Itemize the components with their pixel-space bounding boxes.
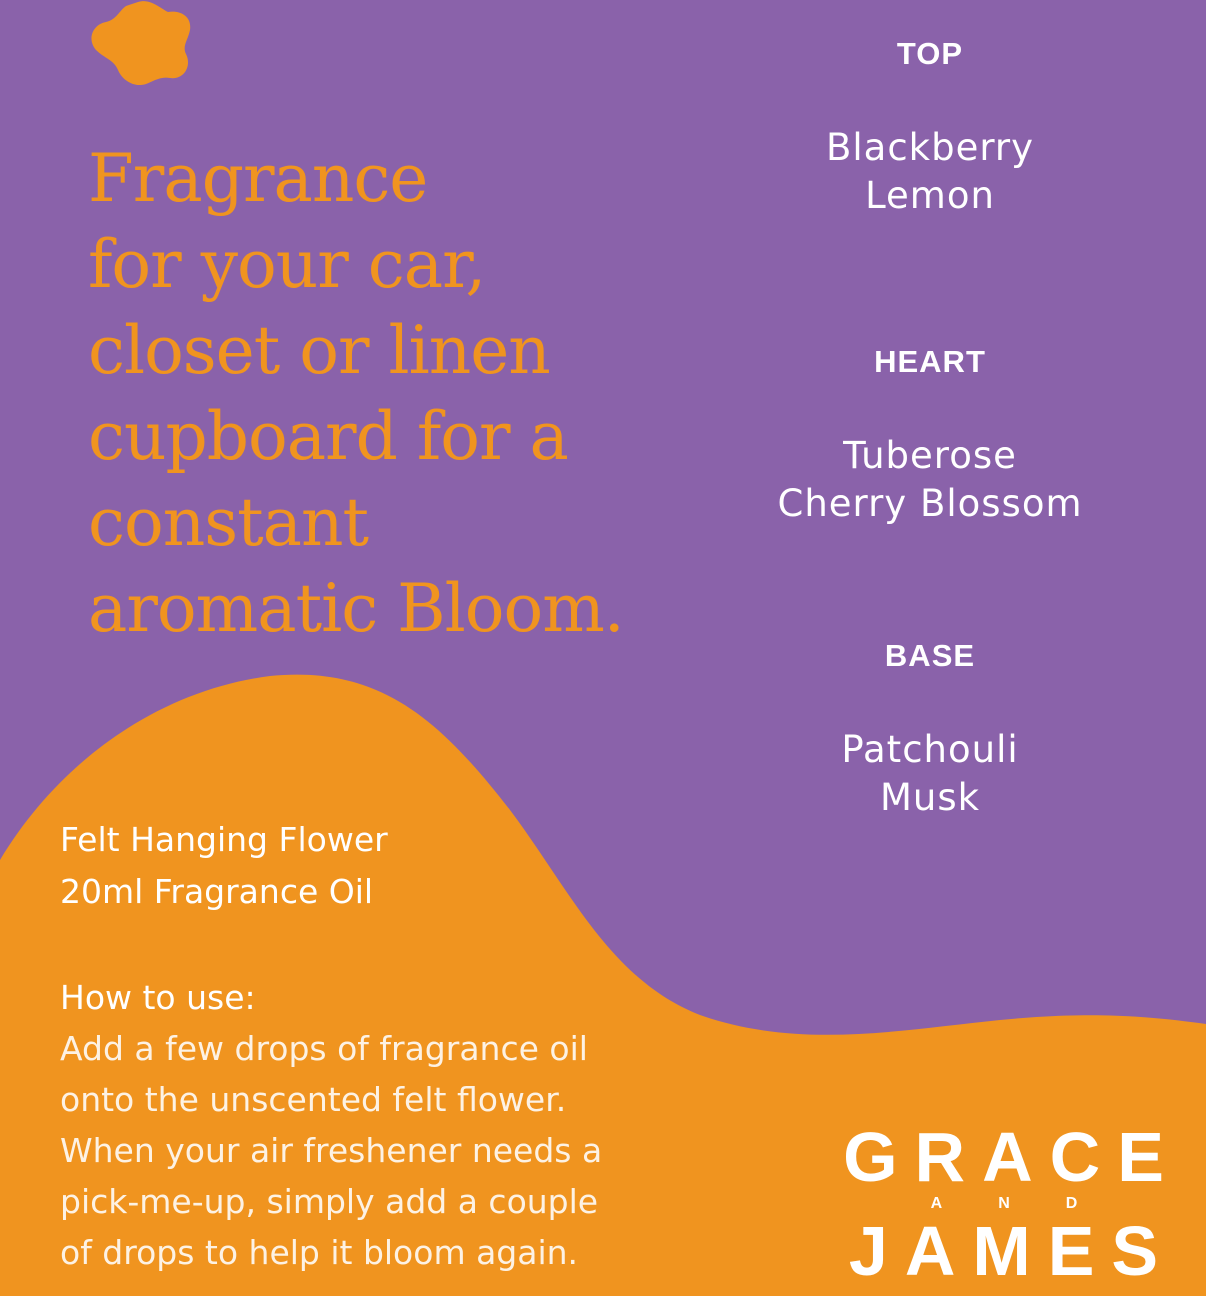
how-to-use-body — [60, 1023, 602, 1278]
logo-word-top: GRACE — [843, 1118, 1181, 1196]
headline — [88, 136, 624, 652]
product-description — [60, 814, 388, 918]
base-notes-values — [690, 726, 1170, 822]
instruction-line: Add a few drops of fragrance oil — [60, 1029, 588, 1068]
product-line: 20ml Fragrance Oil — [60, 872, 374, 911]
how-to-use — [60, 972, 602, 1278]
instruction-line: pick-me-up, simply add a couple — [60, 1182, 599, 1221]
logo-word-bottom: JAMES — [848, 1212, 1176, 1290]
note-value: Blackberry — [825, 126, 1035, 169]
note-value: Musk — [879, 776, 981, 819]
top-notes-heading: TOP — [896, 36, 964, 71]
headline-line: cupboard for a — [88, 398, 568, 475]
note-value: Lemon — [865, 174, 995, 217]
headline-line: aromatic Bloom. — [88, 570, 624, 647]
top-notes-values — [690, 124, 1170, 220]
heart-notes-values — [690, 432, 1170, 528]
heart-notes-heading: HEART — [874, 344, 986, 379]
headline-line: constant — [88, 484, 368, 561]
instruction-line: onto the unscented felt flower. — [60, 1080, 567, 1119]
brand-logo — [826, 1118, 1186, 1290]
instruction-line: When your air freshener needs a — [60, 1131, 603, 1170]
headline-line: Fragrance — [88, 140, 428, 217]
note-value: Cherry Blossom — [777, 482, 1083, 525]
instruction-line: of drops to help it bloom again. — [60, 1233, 579, 1272]
product-line: Felt Hanging Flower — [60, 820, 388, 859]
logo-word-and: AND — [930, 1195, 1134, 1212]
headline-line: for your car, — [88, 226, 486, 303]
flower-icon — [91, 1, 190, 85]
headline-line: closet or linen — [88, 312, 550, 389]
base-notes-heading: BASE — [884, 638, 976, 673]
note-value: Tuberose — [843, 434, 1017, 477]
note-value: Patchouli — [841, 728, 1019, 771]
how-to-use-title: How to use: — [60, 978, 256, 1017]
